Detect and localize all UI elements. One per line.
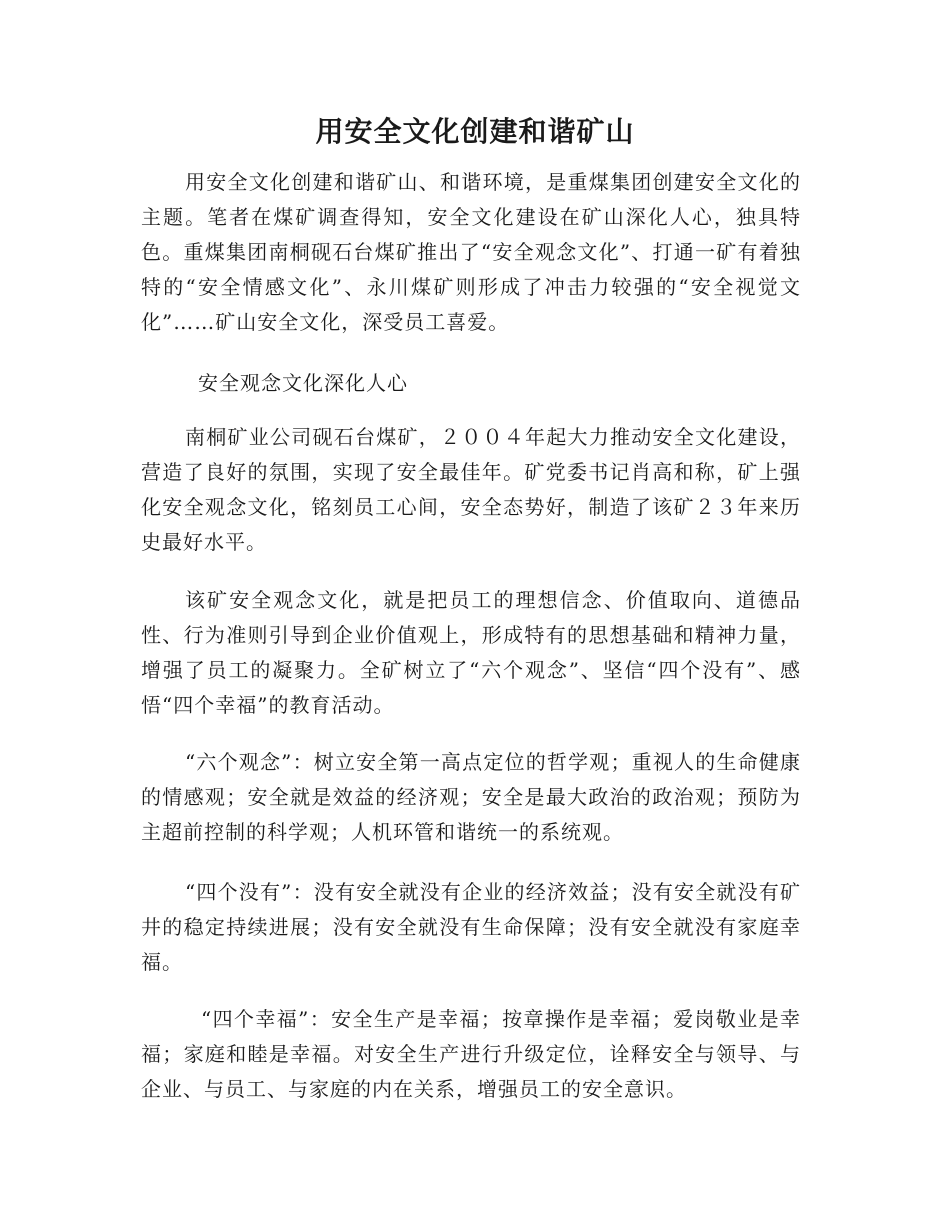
paragraph-four-withouts: “四个没有”：没有安全就没有企业的经济效益；没有安全就没有矿井的稳定持续进展；没有安全就没有生命保障；没有安全就没有家庭幸福。 [141, 880, 801, 974]
document-title: 用安全文化创建和谐矿山 [315, 115, 635, 148]
paragraph-concept-culture: 该矿安全观念文化，就是把员工的理想信念、价值取向、道德品性、行为准则引导到企业价值观上，形成特有的思想基础和精神力量，增强了员工的凝聚力。全矿树立了“六个观念”、坚信“四个没有”、感悟“四个幸福”的教育活动。 [141, 588, 801, 717]
paragraph-intro: 用安全文化创建和谐矿山、和谐环境，是重煤集团创建安全文化的主题。笔者在煤矿调查得知，安全文化建设在矿山深化人心，独具特色。重煤集团南桐砚石台煤矿推出了“安全观念文化”、打通一矿有着独特的“安全情感文化”、永川煤矿则形成了冲击力较强的“安全视觉文化”……矿山安全文化，深受员工喜爱。 [141, 170, 801, 334]
section-subheading: 安全观念文化深化人心 [198, 371, 408, 395]
paragraph-yanshitai: 南桐矿业公司砚石台煤矿，２００４年起大力推动安全文化建设，营造了良好的氛围，实现了安全最佳年。矿党委书记肖高和称，矿上强化安全观念文化，铭刻员工心间，安全态势好，制造了该矿２３年来历史最好水平。 [141, 425, 801, 554]
paragraph-six-concepts: “六个观念”：树立安全第一高点定位的哲学观；重视人的生命健康的情感观；安全就是效益的经济观；安全是最大政治的政治观；预防为主超前控制的科学观；人机环管和谐统一的系统观。 [141, 750, 801, 844]
paragraph-four-happiness: “四个幸福”：安全生产是幸福；按章操作是幸福；爱岗敬业是幸福；家庭和睦是幸福。对安全生产进行升级定位，诠释安全与领导、与企业、与员工、与家庭的内在关系，增强员工的安全意识。 [141, 1007, 801, 1101]
